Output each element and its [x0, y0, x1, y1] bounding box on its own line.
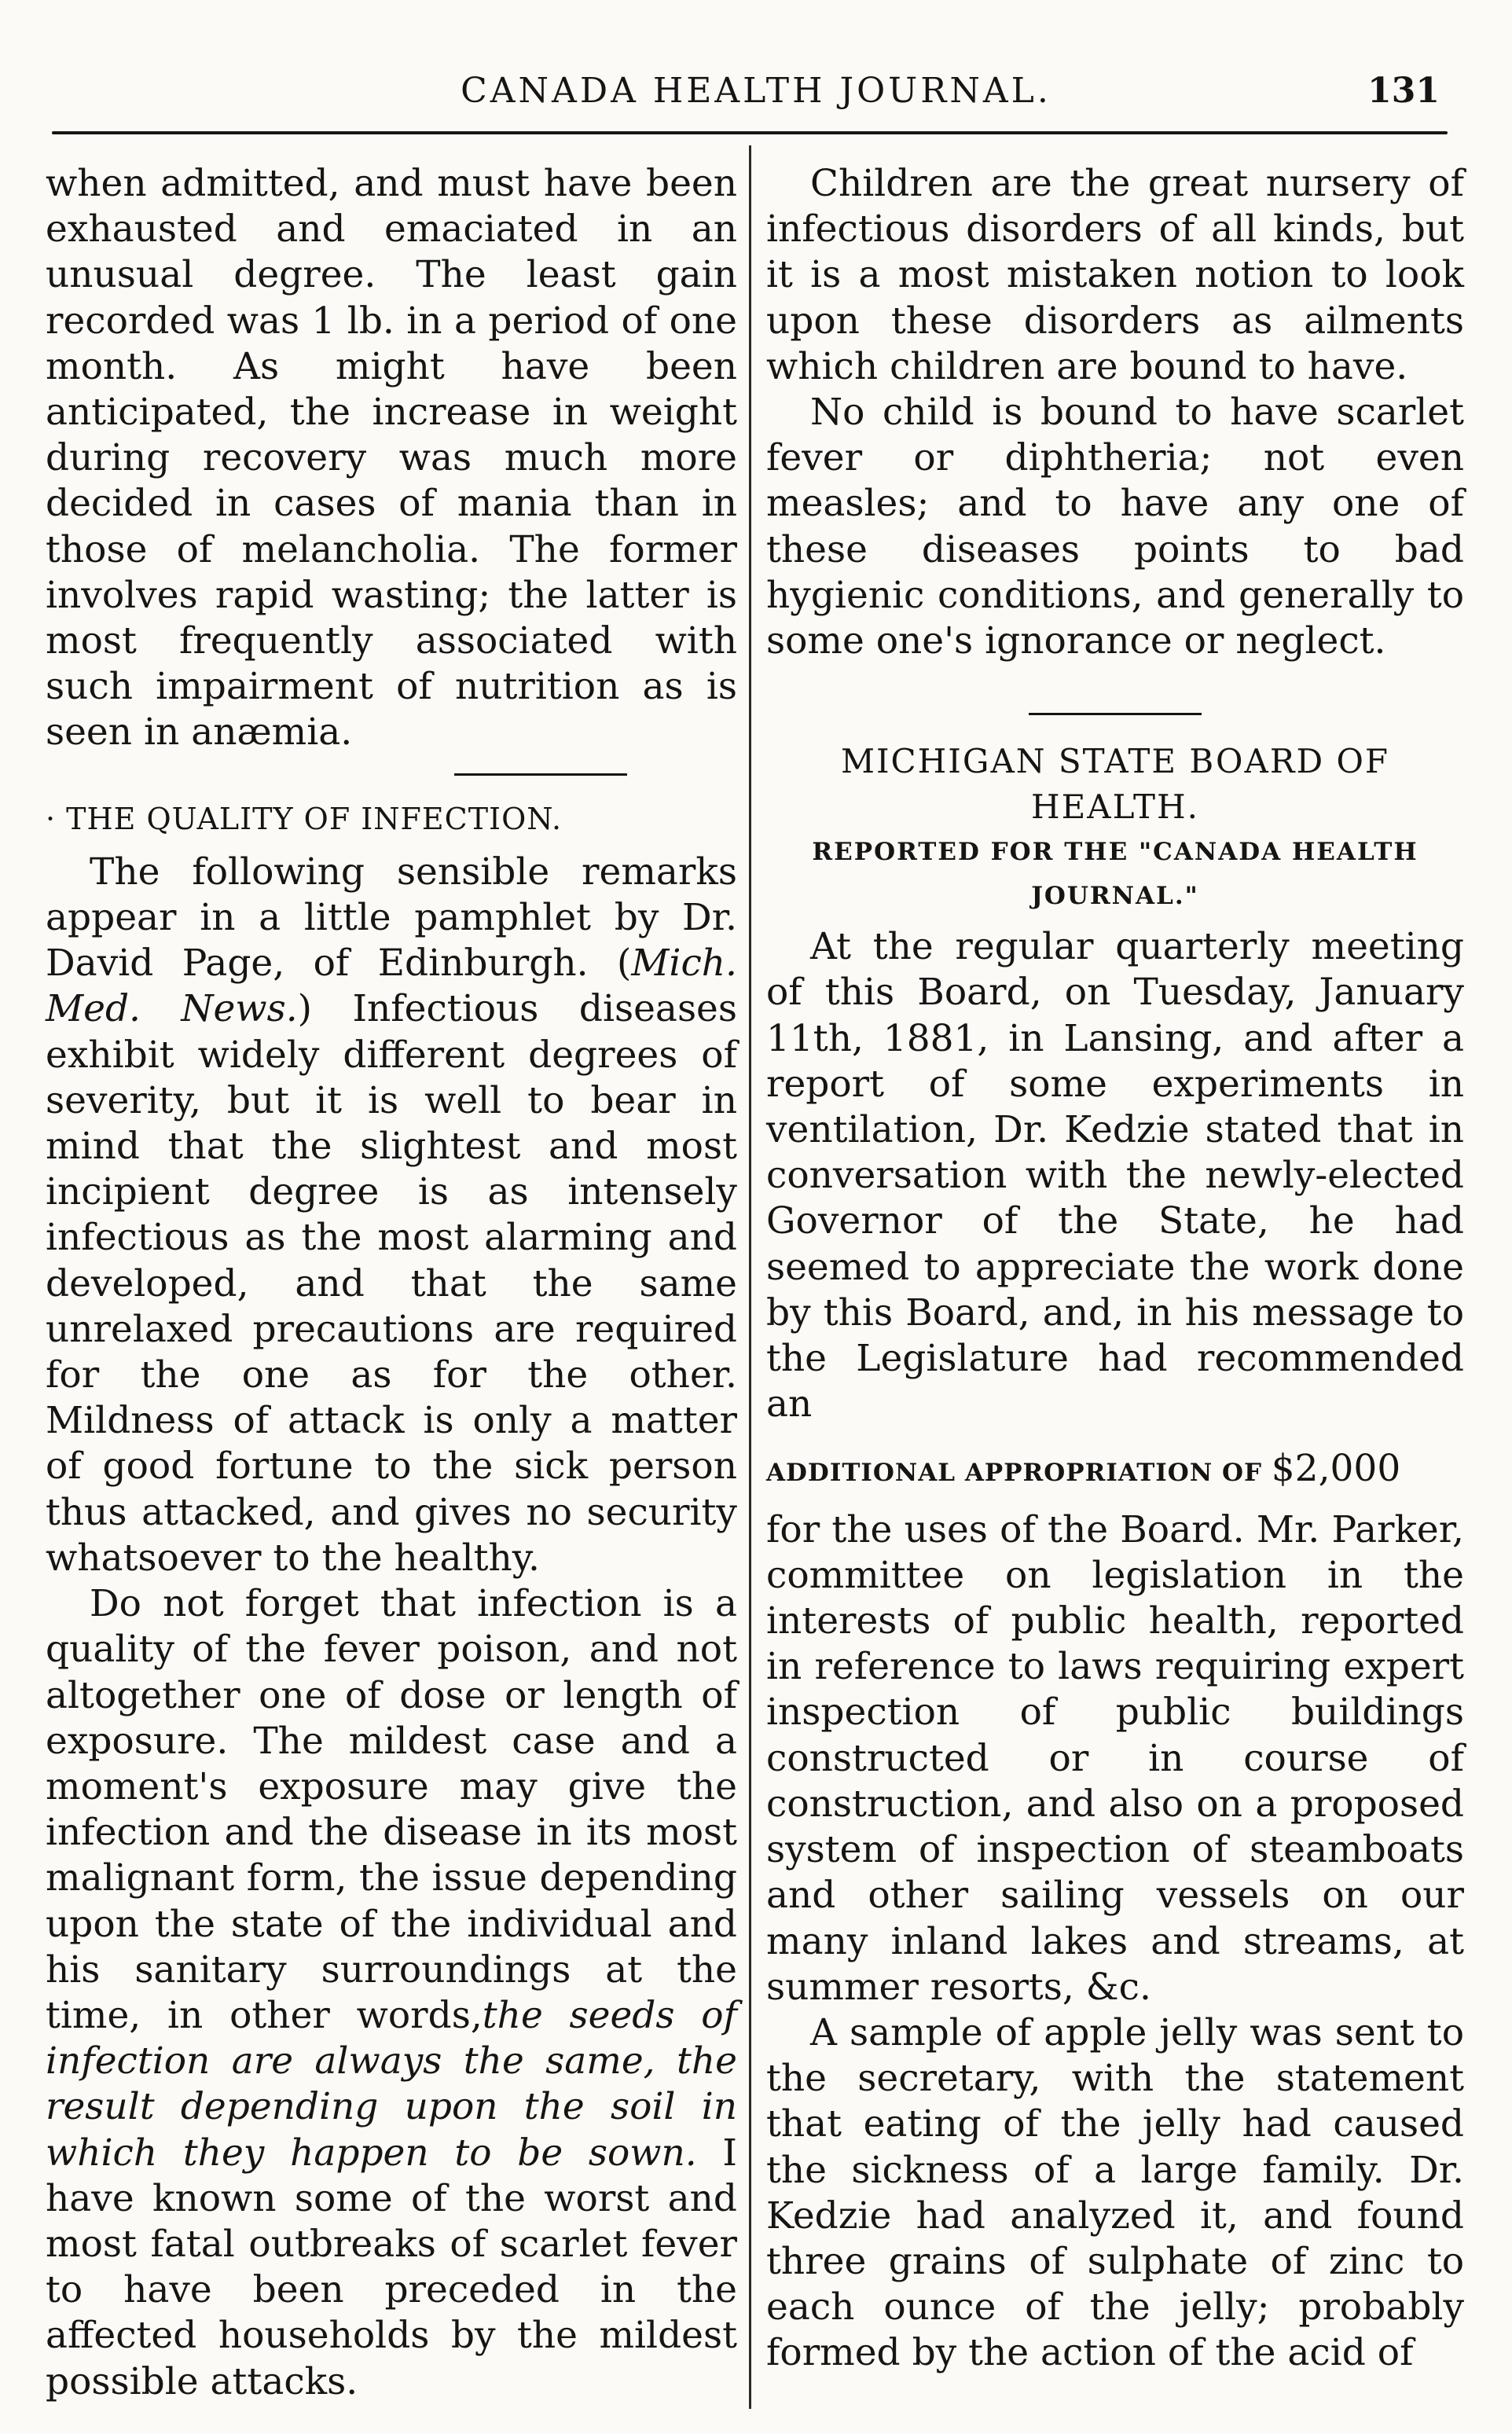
apple-jelly-paragraph: A sample of apple jelly was sent to the secretary, with the statement that eating of the jelly had caused the sickness of a large family. Dr. Kedzie had analyzed it, and found three grains of sulphate of zinc to each ounce of the jelly; probably formed by the action of the acid of: [766, 2010, 1464, 2375]
journal-title: CANADA HEALTH JOURNAL.: [461, 71, 1051, 111]
infection-p1-text-b: ) Infectious diseases exhibit widely different degrees of severity, but it is well to bear in mind that the slightest and most incipient degree is as intensely infectious as the most alarming and developed, and that the same unrelaxed precautions are required for the one as for the other. Mildness of attack is only a matter of good fortune to the sick person thus attacked, and gives no security whatsoever to the healthy.: [46, 987, 737, 1580]
infection-p2-italic: the seeds of infection are always the same, the result depending upon the soil in which they happen to be sown.: [46, 1993, 737, 2175]
section-divider: [454, 773, 627, 776]
right-column: [766, 161, 1464, 2377]
infection-paragraph-2: [46, 1581, 737, 2405]
column-divider: [749, 145, 751, 2409]
appropriation-paragraph: for the uses of the Board. Mr. Parker, committee on legislation in the interests of public health, reported in reference to laws requiring expert inspection of public buildings constructed or in course of construction, and also on a proposed system of inspection of steamboats and other sailing vessels on our many inland lakes and streams, at summer resorts, &c.: [766, 1507, 1464, 2009]
infection-p2-text-b: I have known some of the worst and most fatal outbreaks of scarlet fever to have been preceded in the affected households by the mildest possible attacks.: [46, 2131, 737, 2403]
board-heading: MICHIGAN STATE BOARD OF HEALTH.: [840, 742, 1390, 827]
section-divider: [1029, 713, 1202, 715]
asylum-paragraph: when admitted, and must have been exhausted and emaciated in an unusual degree. The least gain recorded was 1 lb. in a period of one month. As might have been anticipated, the increase in weight during recovery was much more decided in cases of mania than in those of melancholia. The former involves rapid wasting; the latter is most frequently associated with such impairment of nutrition as is seen in anæmia.: [46, 162, 737, 754]
appropriation-amount: $2,000: [1271, 1447, 1401, 1491]
infection-p1-text-a: The following sensible remarks appear in a little pamphlet by Dr. David Page, of Edinburgh. (: [46, 850, 737, 986]
infection-source: Mich. Med. News.: [46, 942, 737, 1031]
board-subheading: REPORTED FOR THE "CANADA HEALTH JOURNAL.": [812, 838, 1418, 911]
left-column: [46, 161, 737, 2405]
running-head: [0, 71, 1512, 126]
infection-heading: · THE QUALITY OF INFECTION.: [46, 801, 563, 836]
meeting-paragraph: At the regular quarterly meeting of this Board, on Tuesday, January 11th, 1881, in Lansing, and after a report of some experiments in ventilation, Dr. Kedzie stated that in conversation with the newly-elected Governor of the State, he had seemed to appreciate the work done by this Board, and, in his message to the Legislature had recommended an: [766, 925, 1464, 1426]
scarlet-fever-paragraph: No child is bound to have scarlet fever or diphtheria; not even measles; and to have any one of these diseases points to bad hygienic conditions, and generally to some one's ignorance or neglect.: [766, 391, 1464, 663]
infection-paragraph-1: [46, 850, 737, 1581]
infection-p2-text-a: Do not forget that infection is a quality of the fever poison, and not altogether one of dose or length of exposure. The mildest case and a moment's exposure may give the infection and the disease in its most malignant form, the issue depending upon the state of the individual and his sanitary surroundings at the time, in other words,: [46, 1582, 737, 2037]
header-rule: [52, 131, 1448, 134]
appropriation-sidehead: [766, 1446, 1464, 1496]
page-number: 131: [1367, 71, 1440, 111]
appropriation-label: ADDITIONAL APPROPRIATION OF: [766, 1459, 1262, 1488]
children-paragraph: Children are the great nursery of infectious disorders of all kinds, but it is a most mistaken notion to look upon these disorders as ailments which children are bound to have.: [766, 162, 1464, 388]
